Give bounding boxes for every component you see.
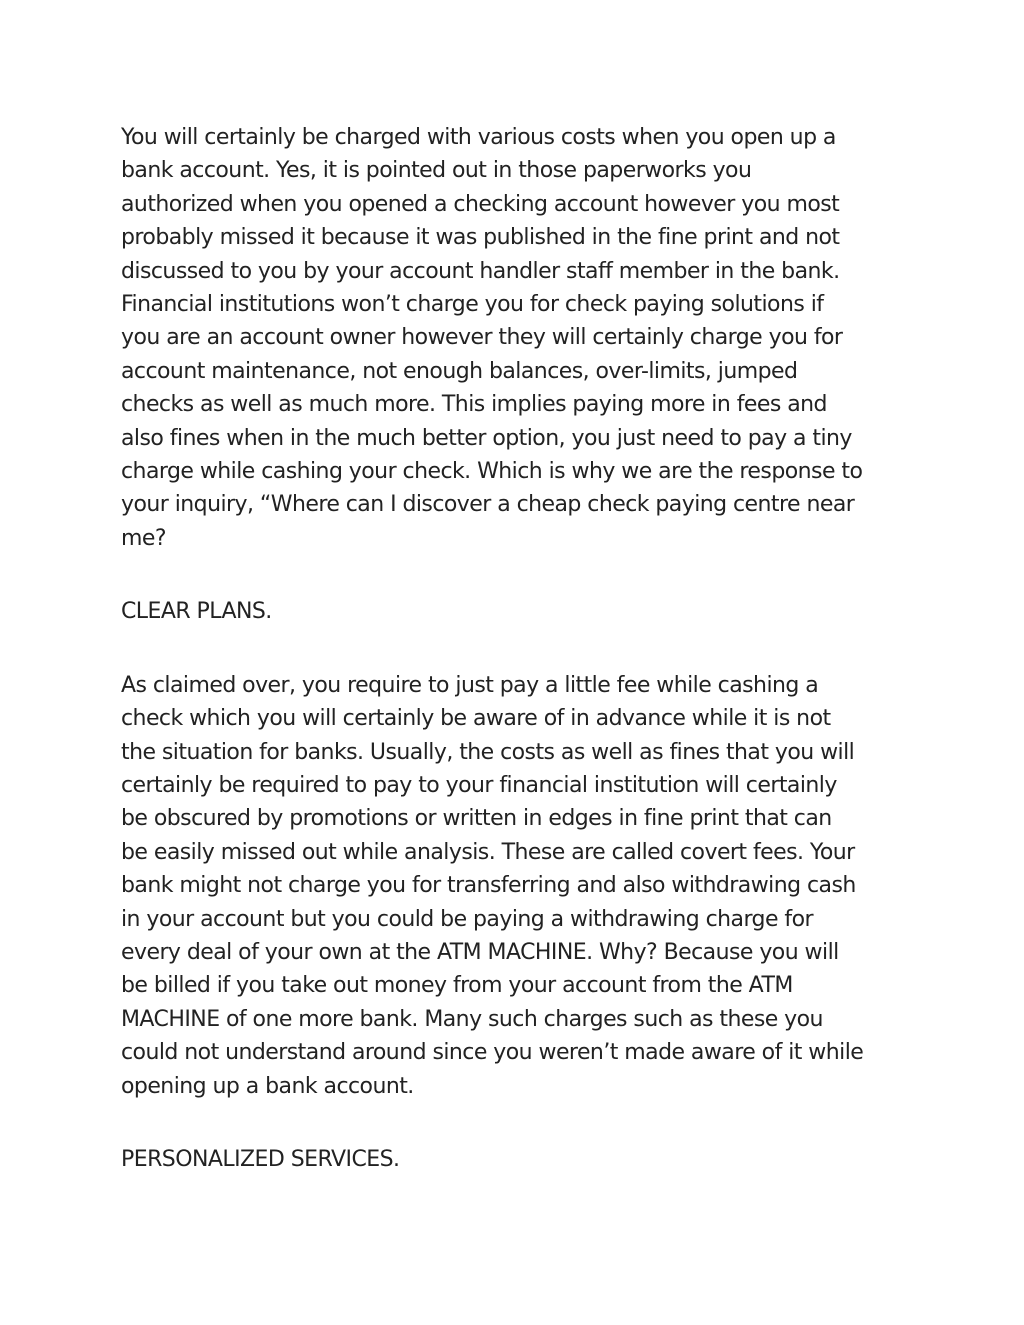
text-line: every deal of your own at the ATM MACHINE. Why? Because you will — [121, 939, 839, 965]
text-line: the situation for banks. Usually, the costs as well as fines that you will — [121, 739, 855, 765]
section-heading-clear-plans — [121, 595, 911, 628]
text-line: account maintenance, not enough balances, over-limits, jumped — [121, 358, 798, 384]
text-line: checks as well as much more. This implies paying more in fees and — [121, 392, 827, 418]
text-line: authorized when you opened a checking account however you most — [121, 191, 840, 217]
text-line: in your account but you could be paying a withdrawing charge for — [121, 906, 814, 932]
text-line: could not understand around since you weren’t made aware of it while — [121, 1040, 864, 1066]
text-line: certainly be required to pay to your financial institution will certainly — [121, 772, 837, 798]
text-line: bank account. Yes, it is pointed out in those paperworks you — [121, 158, 752, 184]
text-line: also fines when in the much better option, you just need to pay a tiny — [121, 425, 852, 451]
text-line: As claimed over, you require to just pay a little fee while cashing a — [121, 672, 819, 698]
paragraph-intro — [121, 121, 911, 555]
section-heading-personalized-services — [121, 1143, 911, 1176]
document-body — [121, 121, 911, 1176]
heading-text: CLEAR PLANS. — [121, 599, 272, 625]
text-line: charge while cashing your check. Which is why we are the response to — [121, 459, 863, 485]
heading-text: PERSONALIZED SERVICES. — [121, 1146, 400, 1172]
paragraph-spacer — [121, 555, 911, 595]
text-line: be billed if you take out money from your account from the ATM — [121, 973, 793, 999]
text-line: opening up a bank account. — [121, 1073, 414, 1099]
text-line: check which you will certainly be aware of in advance while it is not — [121, 706, 831, 732]
paragraph-spacer — [121, 629, 911, 669]
paragraph-hidden-fees — [121, 669, 911, 1103]
text-line: probably missed it because it was published in the fine print and not — [121, 225, 840, 251]
text-line: be obscured by promotions or written in edges in fine print that can — [121, 806, 832, 832]
paragraph-spacer — [121, 1103, 911, 1143]
text-line: bank might not charge you for transferring and also withdrawing cash — [121, 873, 856, 899]
text-line: me? — [121, 525, 166, 551]
text-line: your inquiry, “Where can I discover a cheap check paying centre near — [121, 492, 855, 518]
text-line: Financial institutions won’t charge you for check paying solutions if — [121, 292, 824, 318]
text-line: MACHINE of one more bank. Many such charges such as these you — [121, 1006, 823, 1032]
text-line: be easily missed out while analysis. These are called covert fees. Your — [121, 839, 855, 865]
text-line: You will certainly be charged with various costs when you open up a — [121, 125, 836, 150]
text-line: discussed to you by your account handler staff member in the bank. — [121, 258, 840, 284]
text-line: you are an account owner however they will certainly charge you for — [121, 325, 843, 351]
